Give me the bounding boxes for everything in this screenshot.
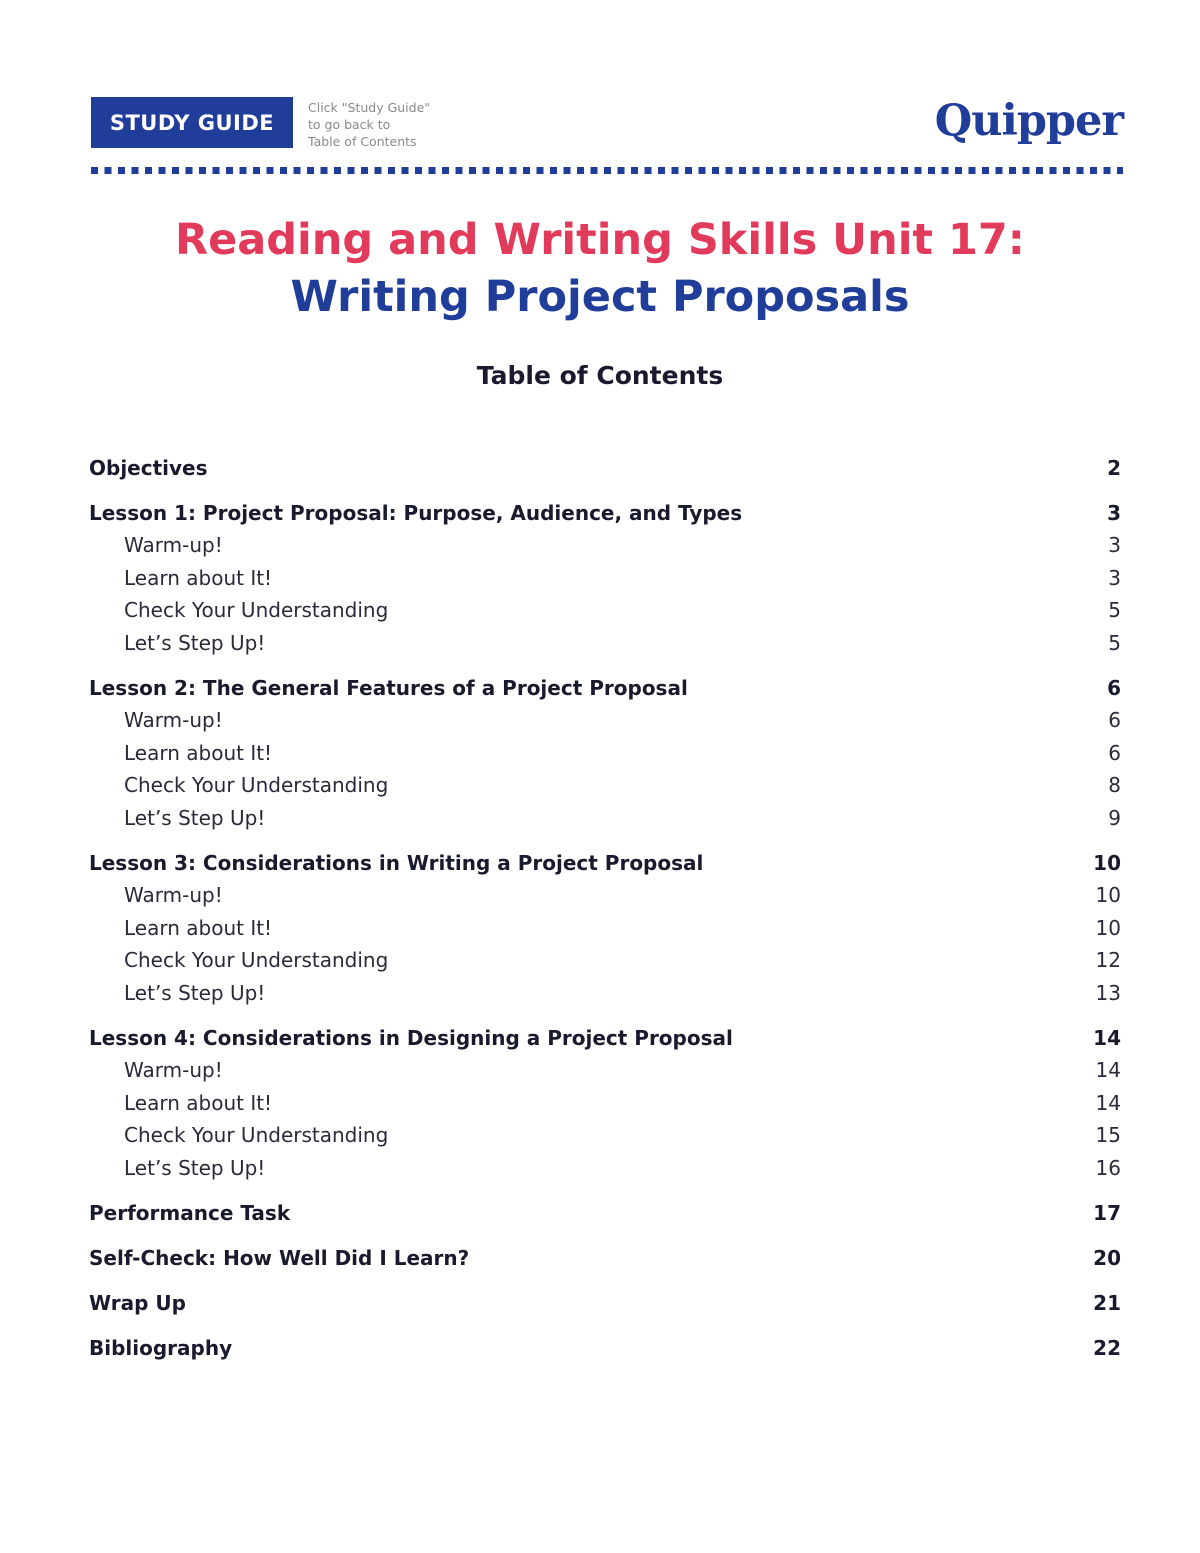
toc-page-number: 10 [1093, 851, 1121, 875]
toc-entry-label: Lesson 2: The General Features of a Project Proposal [89, 676, 688, 700]
toc-entry-label: Warm-up! [124, 1058, 223, 1082]
toc-entry-label: Let’s Step Up! [124, 630, 266, 655]
toc-section-link[interactable] [89, 1332, 1121, 1364]
hint-line-3: Table of Contents [308, 134, 417, 149]
toc-subsection-link[interactable] [89, 977, 1121, 1010]
toc-entry-label: Let’s Step Up! [124, 1155, 266, 1180]
toc-page-number: 22 [1093, 1336, 1121, 1360]
toc-entry-label: Let’s Step Up! [124, 805, 266, 830]
toc-entry-label: Wrap Up [89, 1291, 186, 1315]
toc-subsection-link[interactable] [89, 704, 1121, 737]
toc-page-number: 15 [1095, 1123, 1121, 1147]
toc-entry-label: Warm-up! [124, 883, 223, 907]
toc-entry-label: Check Your Understanding [124, 1123, 389, 1147]
toc-entry-label: Let’s Step Up! [124, 980, 266, 1005]
toc-entry-label: Lesson 1: Project Proposal: Purpose, Audience, and Types [89, 501, 743, 525]
toc-subsection-link[interactable] [89, 594, 1121, 627]
toc-subsection-link[interactable] [89, 802, 1121, 835]
toc-subsection-link[interactable] [89, 627, 1121, 660]
toc-page-number: 17 [1093, 1201, 1121, 1225]
toc-page-number: 13 [1095, 980, 1121, 1005]
toc-section-link[interactable] [89, 1022, 1121, 1054]
toc-page-number: 3 [1107, 501, 1121, 525]
toc-page-number: 12 [1095, 948, 1121, 972]
toc-entry-label: Lesson 3: Considerations in Writing a Project Proposal [89, 851, 704, 875]
toc-entry-label: Learn about It! [124, 1090, 273, 1115]
toc-heading: Table of Contents [476, 361, 724, 390]
toc-page-number: 14 [1095, 1090, 1121, 1115]
toc-entry-label: Self-Check: How Well Did I Learn? [89, 1246, 470, 1270]
toc-section-link[interactable] [89, 672, 1121, 704]
toc-page-number: 14 [1093, 1026, 1121, 1050]
page-header [91, 97, 1123, 149]
toc-entry-label: Learn about It! [124, 740, 273, 765]
study-guide-button[interactable]: STUDY GUIDE [91, 97, 293, 148]
toc-page-number: 6 [1107, 676, 1121, 700]
toc-section-link[interactable] [89, 1287, 1121, 1319]
toc-page-number: 3 [1108, 533, 1121, 557]
toc-page-number: 2 [1107, 456, 1121, 480]
toc-subsection-link[interactable] [89, 562, 1121, 595]
toc-section-link[interactable] [89, 847, 1121, 879]
toc-page-number: 16 [1095, 1155, 1121, 1180]
toc-entry-label: Check Your Understanding [124, 598, 389, 622]
toc-page-number: 5 [1108, 598, 1121, 622]
document-title [0, 212, 1200, 326]
toc-page-number: 20 [1093, 1246, 1121, 1270]
toc-entry-label: Objectives [89, 456, 208, 480]
toc-subsection-link[interactable] [89, 1087, 1121, 1120]
title-line-2: Writing Project Proposals [290, 272, 910, 322]
toc-subsection-link[interactable] [89, 1054, 1121, 1087]
hint-line-1: Click "Study Guide" [308, 100, 431, 115]
toc-subsection-link[interactable] [89, 912, 1121, 945]
toc-page-number: 6 [1108, 740, 1121, 765]
quipper-logo: Quipper [934, 96, 1123, 146]
toc-page-number: 9 [1108, 805, 1121, 830]
toc-entry-label: Warm-up! [124, 708, 223, 732]
toc-subsection-link[interactable] [89, 769, 1121, 802]
toc-entry-label: Warm-up! [124, 533, 223, 557]
toc-section-link[interactable] [89, 1242, 1121, 1274]
toc-subsection-link[interactable] [89, 737, 1121, 770]
toc-subsection-link[interactable] [89, 944, 1121, 977]
study-guide-hint [308, 99, 468, 150]
toc-subsection-link[interactable] [89, 1119, 1121, 1152]
toc-entry-label: Check Your Understanding [124, 948, 389, 972]
toc-subsection-link[interactable] [89, 879, 1121, 912]
toc-entry-label: Learn about It! [124, 565, 273, 590]
table-of-contents [89, 452, 1121, 1364]
toc-subsection-link[interactable] [89, 1152, 1121, 1185]
toc-entry-label: Check Your Understanding [124, 773, 389, 797]
toc-page-number: 8 [1108, 773, 1121, 797]
toc-page-number: 10 [1095, 883, 1121, 907]
dotted-divider [91, 167, 1123, 174]
toc-page-number: 10 [1095, 915, 1121, 940]
hint-line-2: to go back to [308, 117, 391, 132]
toc-entry-label: Learn about It! [124, 915, 273, 940]
toc-page-number: 6 [1108, 708, 1121, 732]
title-line-1: Reading and Writing Skills Unit 17: [174, 215, 1025, 265]
toc-page-number: 21 [1093, 1291, 1121, 1315]
toc-page-number: 14 [1095, 1058, 1121, 1082]
toc-entry-label: Performance Task [89, 1201, 291, 1225]
toc-section-link[interactable] [89, 497, 1121, 529]
toc-section-link[interactable] [89, 1197, 1121, 1229]
toc-section-link[interactable] [89, 452, 1121, 484]
toc-page-number: 5 [1108, 630, 1121, 655]
toc-subsection-link[interactable] [89, 529, 1121, 562]
toc-page-number: 3 [1108, 565, 1121, 590]
toc-entry-label: Lesson 4: Considerations in Designing a Project Proposal [89, 1026, 733, 1050]
toc-entry-label: Bibliography [89, 1336, 233, 1360]
